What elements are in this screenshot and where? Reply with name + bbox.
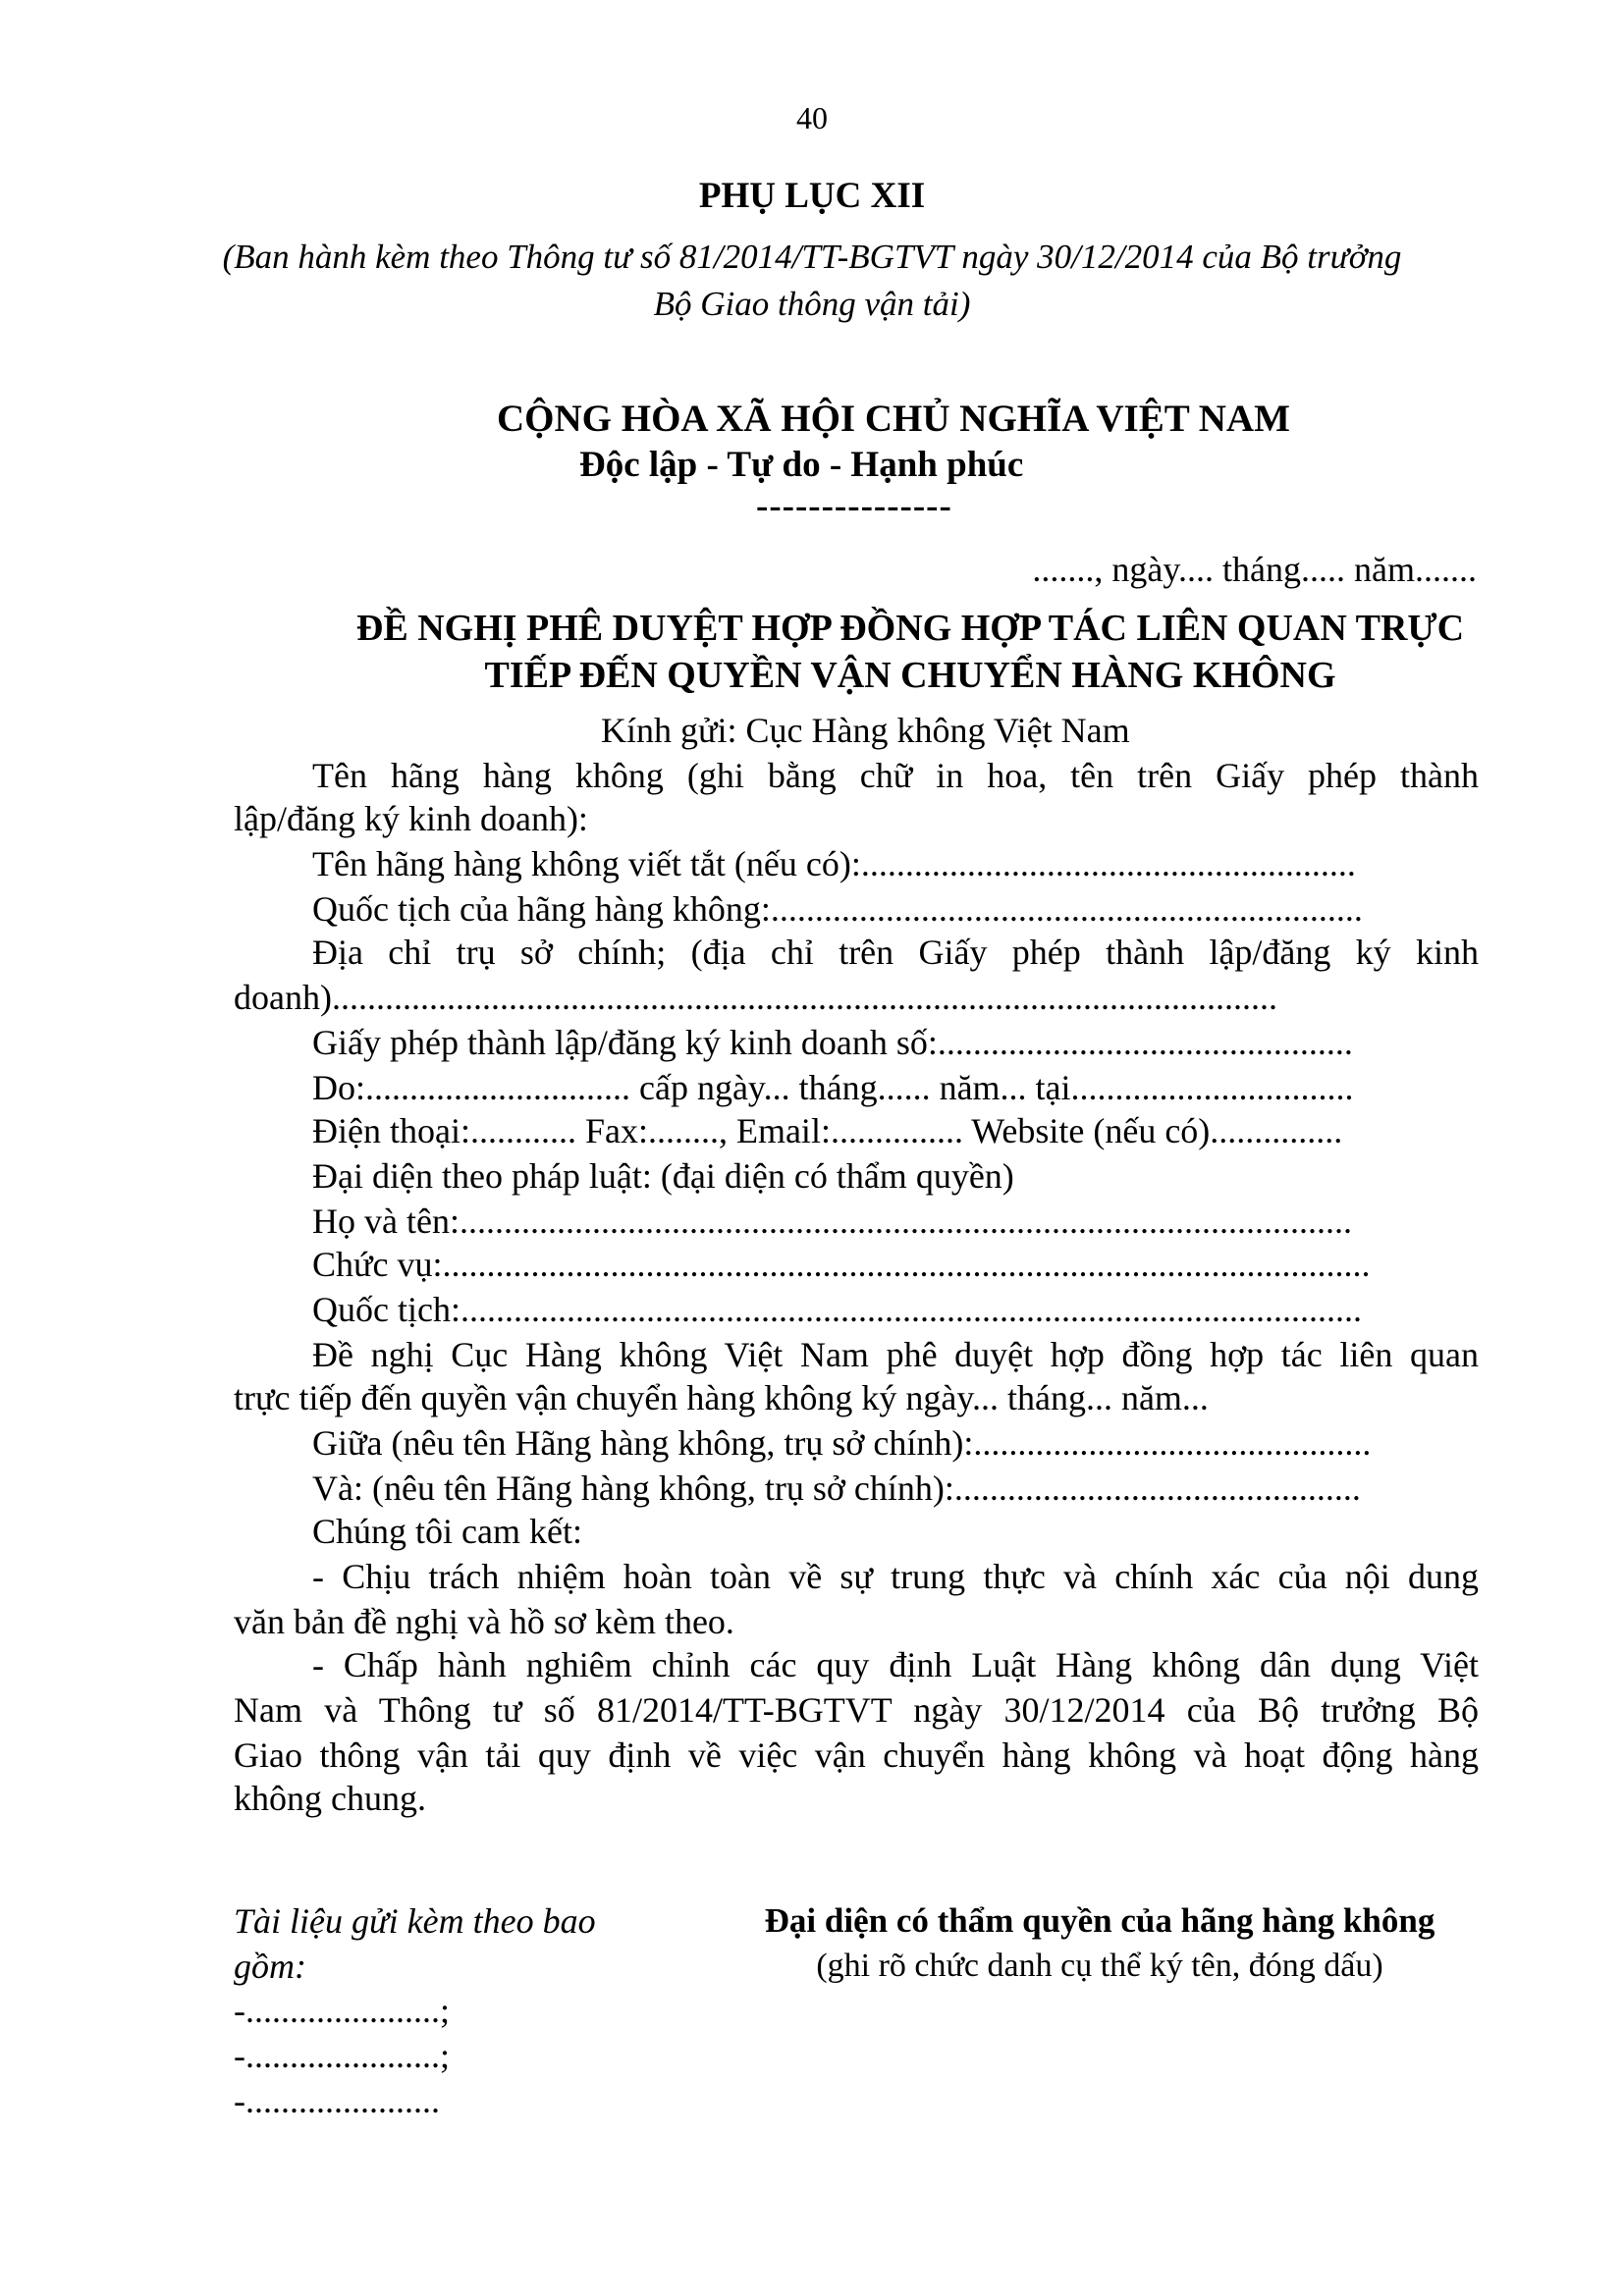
- license-number-field: Giấy phép thành lập/đăng ký kinh doanh số:...............................................: [312, 1023, 1353, 1062]
- full-name-field: Họ và tên:.....................................................................................................: [312, 1201, 1352, 1241]
- page-number: 40: [796, 100, 828, 135]
- commitment-2-line-3: Giao thông vận tải quy định về việc vận chuyển hàng không và hoạt động hàng: [234, 1735, 1479, 1775]
- commitment-1-line-2: văn bản đề nghị và hồ sơ kèm theo.: [234, 1602, 734, 1641]
- signature-note: (ghi rõ chức danh cụ thể ký tên, đóng dấu): [816, 1948, 1383, 1984]
- document-title: [0, 605, 1624, 699]
- attachments-label-line-2: gồm:: [234, 1947, 306, 1986]
- date-line: ......., ngày.... tháng..... năm.......: [1032, 550, 1477, 589]
- legal-representative-label: Đại diện theo pháp luật: (đại diện có thẩm quyền): [312, 1156, 1014, 1196]
- party-between-field: Giữa (nêu tên Hãng hàng không, trụ sở chính):.............................................: [312, 1423, 1372, 1463]
- signature-title: Đại diện có thẩm quyền của hãng hàng không: [764, 1901, 1435, 1940]
- commitment-2-line-2: Nam và Thông tư số 81/2014/TT-BGTVT ngày 30/12/2014 của Bộ trưởng Bộ: [234, 1690, 1479, 1730]
- rep-nationality-field: Quốc tịch:......................................................................................................: [312, 1290, 1362, 1329]
- request-line-2: trực tiếp đến quyền vận chuyển hàng không ký ngày... tháng... năm...: [234, 1378, 1209, 1417]
- address-line-1: Địa chỉ trụ sở chính; (địa chỉ trên Giấy phép thành lập/đăng ký kinh: [312, 933, 1479, 972]
- issued-by-field: Do:.............................. cấp ngày... tháng...... năm... tại................................: [312, 1068, 1354, 1107]
- commitment-1-line-1: - Chịu trách nhiệm hoàn toàn về sự trung thực và chính xác của nội dung: [312, 1557, 1479, 1596]
- address-line-2: doanh)...........................................................................................................: [234, 978, 1277, 1017]
- nation-heading: CỘNG HÒA XÃ HỘI CHỦ NGHĨA VIỆT NAM: [497, 398, 1290, 440]
- contact-field: Điện thoại:............ Fax:........, Email:............... Website (nếu có)...............: [312, 1111, 1343, 1150]
- request-line-1: Đề nghị Cục Hàng không Việt Nam phê duyệt hợp đồng hợp tác liên quan: [312, 1335, 1479, 1374]
- attachment-item: -......................;: [234, 2036, 450, 2075]
- airline-name-line-1: Tên hãng hàng không (ghi bằng chữ in hoa, tên trên Giấy phép thành: [312, 756, 1479, 795]
- airline-name-line-2: lập/đăng ký kinh doanh):: [234, 799, 588, 838]
- issuance-line-1: (Ban hành kèm theo Thông tư số 81/2014/TT-BGTVT ngày 30/12/2014 của Bộ trưởng: [222, 238, 1402, 276]
- recipient-line: Kính gửi: Cục Hàng không Việt Nam: [601, 711, 1130, 750]
- party-and-field: Và: (nêu tên Hãng hàng không, trụ sở chính):..............................................: [312, 1468, 1361, 1508]
- short-name-field: Tên hãng hàng không viết tắt (nếu có):........................................................: [312, 844, 1356, 883]
- commitment-2-line-1: - Chấp hành nghiêm chỉnh các quy định Luật Hàng không dân dụng Việt: [312, 1645, 1479, 1684]
- commitment-2-line-4: không chung.: [234, 1779, 426, 1818]
- position-field: Chức vụ:.........................................................................................................: [312, 1245, 1371, 1284]
- issuance-line-2: Bộ Giao thông vận tải): [653, 285, 971, 323]
- appendix-title: PHỤ LỤC XII: [698, 176, 926, 216]
- issuance-note: [0, 234, 1624, 328]
- document-title-line-1: ĐỀ NGHỊ PHÊ DUYỆT HỢP ĐỒNG HỢP TÁC LIÊN QUAN TRỰC: [355, 608, 1465, 649]
- attachments-label-line-1: Tài liệu gửi kèm theo bao: [234, 1901, 596, 1941]
- commitment-heading: Chúng tôi cam kết:: [312, 1512, 582, 1551]
- attachment-item: -......................;: [234, 1991, 450, 2030]
- motto-rule: ---------------: [756, 486, 952, 526]
- motto: Độc lập - Tự do - Hạnh phúc: [579, 445, 1024, 485]
- nationality-field: Quốc tịch của hãng hàng không:...................................................................: [312, 889, 1363, 929]
- document-title-line-2: TIẾP ĐẾN QUYỀN VẬN CHUYỂN HÀNG KHÔNG: [484, 655, 1336, 696]
- attachment-item: -......................: [234, 2081, 440, 2120]
